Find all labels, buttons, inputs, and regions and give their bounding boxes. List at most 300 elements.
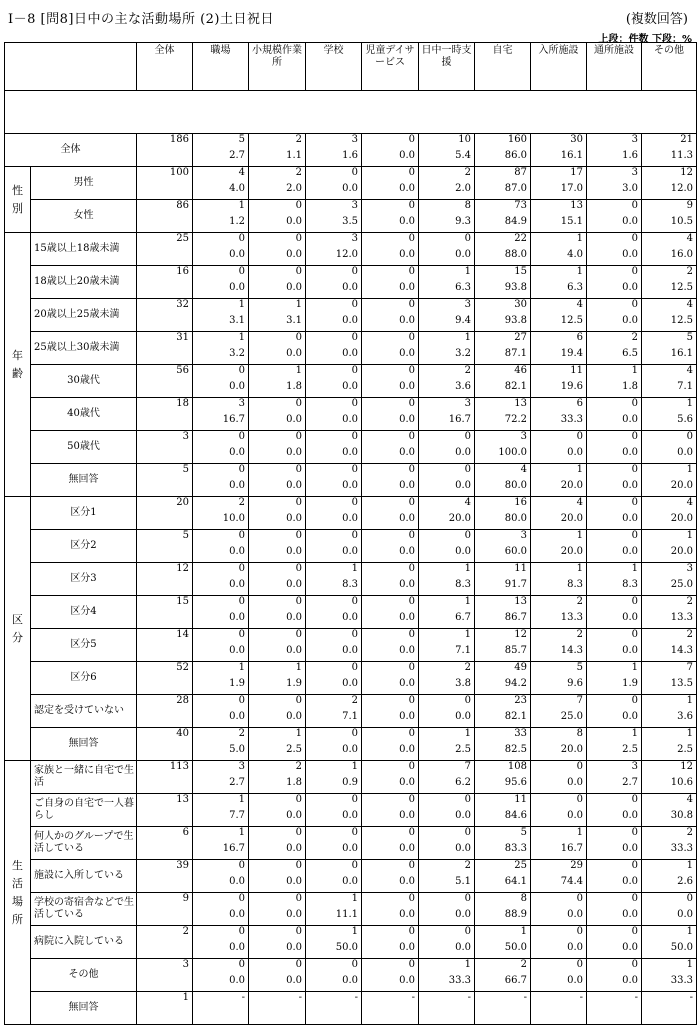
count-value: 0 — [238, 530, 245, 541]
count-value: 1 — [238, 200, 245, 211]
value-cell — [306, 596, 362, 629]
count-value: 0 — [631, 497, 638, 508]
count-value: 9 — [686, 200, 693, 211]
percent-value: 50.0 — [504, 942, 527, 953]
percent-value: 1.2 — [229, 216, 245, 227]
count-value: 0 — [631, 794, 638, 805]
value-cell — [587, 266, 642, 299]
count-value: 1 — [295, 728, 302, 739]
value-cell — [642, 167, 697, 200]
count-value: 8 — [576, 728, 583, 739]
percent-value: 66.7 — [504, 975, 527, 986]
count-value: 0 — [295, 629, 302, 640]
col-header: その他 — [642, 43, 697, 91]
percent-value: 0.0 — [399, 447, 415, 458]
count-value: 11 — [514, 794, 527, 805]
count-value: 4 — [686, 365, 693, 376]
count-value: 0 — [408, 662, 415, 673]
count-value: 1 — [686, 860, 693, 871]
percent-value: 1.8 — [622, 381, 638, 392]
percent-value: 0.0 — [342, 744, 358, 755]
total-count: 32 — [176, 299, 189, 310]
count-value: 4 — [464, 497, 471, 508]
count-value: 23 — [514, 695, 527, 706]
count-value: 0 — [295, 464, 302, 475]
percent-value: 0.0 — [286, 843, 302, 854]
value-cell — [475, 728, 531, 761]
count-value: 0 — [295, 695, 302, 706]
value-cell — [587, 959, 642, 992]
total-count: 39 — [176, 860, 189, 871]
count-value: 0 — [576, 893, 583, 904]
count-value: 0 — [238, 464, 245, 475]
value-cell — [249, 266, 306, 299]
count-value: 5 — [576, 662, 583, 673]
value-cell — [531, 365, 587, 398]
count-value: 25 — [514, 860, 527, 871]
header-row — [5, 43, 697, 91]
total-count: 40 — [176, 728, 189, 739]
total-count: 186 — [169, 134, 189, 145]
count-value: 1 — [686, 695, 693, 706]
value-cell — [419, 662, 475, 695]
value-cell — [193, 992, 249, 1025]
value-cell — [419, 959, 475, 992]
count-value: 1 — [686, 464, 693, 475]
table-row — [5, 629, 697, 662]
count-value: 0 — [408, 530, 415, 541]
col-header: 日中一時支援 — [419, 43, 475, 91]
percent-value: 0.0 — [399, 909, 415, 920]
count-value: 0 — [408, 827, 415, 838]
value-cell — [531, 695, 587, 728]
value-cell — [362, 200, 419, 233]
percent-value: 88.0 — [504, 249, 527, 260]
percent-value: 0.0 — [399, 678, 415, 689]
value-cell — [193, 464, 249, 497]
value-cell — [642, 563, 697, 596]
value-cell — [587, 728, 642, 761]
percent-value: 0.0 — [229, 381, 245, 392]
value-cell — [475, 167, 531, 200]
count-value: 0 — [295, 266, 302, 277]
count-value: 0 — [295, 431, 302, 442]
total-cell — [137, 926, 193, 959]
percent-value: 0.0 — [399, 975, 415, 986]
percent-value: 0.0 — [229, 975, 245, 986]
percent-value: 6.3 — [455, 282, 471, 293]
value-cell — [249, 794, 306, 827]
value-cell — [475, 827, 531, 860]
value-cell — [642, 233, 697, 266]
count-value: 0 — [631, 431, 638, 442]
row-label: 区分4 — [31, 596, 137, 629]
value-cell — [193, 167, 249, 200]
count-value: 1 — [686, 398, 693, 409]
percent-value: 0.0 — [229, 447, 245, 458]
row-label: 50歳代 — [31, 431, 137, 464]
percent-value: 12.0 — [670, 183, 693, 194]
count-value: - — [523, 992, 527, 1003]
percent-value: 20.0 — [560, 480, 583, 491]
count-value: 0 — [408, 695, 415, 706]
value-cell — [249, 167, 306, 200]
count-value: 0 — [408, 134, 415, 145]
percent-value: 82.1 — [504, 381, 527, 392]
percent-value: 0.0 — [455, 810, 471, 821]
value-cell — [642, 398, 697, 431]
count-value: 0 — [238, 860, 245, 871]
value-cell — [642, 629, 697, 662]
count-value: 0 — [631, 233, 638, 244]
count-value: - — [689, 992, 693, 1003]
count-value: 12 — [514, 629, 527, 640]
percent-value: 72.2 — [504, 414, 527, 425]
count-value: 33 — [514, 728, 527, 739]
total-cell — [137, 794, 193, 827]
percent-value: 11.3 — [670, 150, 693, 161]
count-value: - — [241, 992, 245, 1003]
percent-value: 1.6 — [622, 150, 638, 161]
percent-value: 0.0 — [229, 909, 245, 920]
count-value: 0 — [631, 398, 638, 409]
count-value: 0 — [631, 596, 638, 607]
percent-value: 0.0 — [399, 711, 415, 722]
percent-value: 0.0 — [399, 183, 415, 194]
count-value: 1 — [464, 266, 471, 277]
percent-value: 30.8 — [670, 810, 693, 821]
group-label: 性別 — [5, 167, 31, 233]
percent-value: 84.9 — [504, 216, 527, 227]
row-label: 無回答 — [31, 728, 137, 761]
value-cell — [419, 464, 475, 497]
table-row — [5, 134, 697, 167]
row-label: 女性 — [31, 200, 137, 233]
percent-value: 0.0 — [229, 876, 245, 887]
percent-value: 0.0 — [399, 579, 415, 590]
total-cell — [137, 464, 193, 497]
value-cell — [249, 893, 306, 926]
count-value: 2 — [686, 266, 693, 277]
value-cell — [531, 299, 587, 332]
value-cell — [193, 662, 249, 695]
count-value: 2 — [686, 629, 693, 640]
value-cell — [362, 563, 419, 596]
count-value: 1 — [576, 563, 583, 574]
percent-value: 0.0 — [567, 777, 583, 788]
count-value: 12 — [680, 761, 693, 772]
table-row — [5, 860, 697, 893]
count-value: 1 — [464, 959, 471, 970]
col-header: 全体 — [137, 43, 193, 91]
value-cell — [531, 893, 587, 926]
value-cell — [419, 200, 475, 233]
percent-value: 0.0 — [622, 909, 638, 920]
total-cell — [137, 728, 193, 761]
percent-value: 1.9 — [622, 678, 638, 689]
count-value: 7 — [686, 662, 693, 673]
percent-value: 0.0 — [286, 480, 302, 491]
value-cell — [531, 332, 587, 365]
percent-value: 7.1 — [342, 711, 358, 722]
count-value: 0 — [238, 266, 245, 277]
count-value: 1 — [686, 728, 693, 739]
percent-value: 0.0 — [455, 480, 471, 491]
table-row — [5, 893, 697, 926]
count-value: 1 — [295, 662, 302, 673]
percent-value: 1.9 — [286, 678, 302, 689]
count-value: 0 — [295, 497, 302, 508]
percent-value: 33.3 — [560, 414, 583, 425]
percent-value: 2.0 — [286, 183, 302, 194]
percent-value: 16.7 — [222, 414, 245, 425]
percent-value: 4.0 — [567, 249, 583, 260]
row-label: 20歳以上25歳未満 — [31, 299, 137, 332]
percent-value: 2.5 — [286, 744, 302, 755]
percent-value: 60.0 — [504, 546, 527, 557]
total-count: 15 — [176, 596, 189, 607]
total-cell — [137, 629, 193, 662]
table-row — [5, 530, 697, 563]
value-cell — [475, 233, 531, 266]
count-value: 1 — [295, 365, 302, 376]
count-value: 2 — [576, 596, 583, 607]
total-cell — [137, 200, 193, 233]
value-cell — [249, 926, 306, 959]
group-label: 生活場所 — [5, 761, 31, 1025]
percent-value: 20.0 — [448, 513, 471, 524]
percent-value: 6.3 — [567, 282, 583, 293]
count-value: 2 — [464, 167, 471, 178]
percent-value: 3.8 — [455, 678, 471, 689]
percent-value: 0.0 — [622, 249, 638, 260]
count-value: 0 — [351, 530, 358, 541]
percent-value: 5.0 — [229, 744, 245, 755]
count-value: 0 — [351, 596, 358, 607]
col-header: 入所施設 — [531, 43, 587, 91]
value-cell — [362, 959, 419, 992]
percent-value: 12.5 — [670, 315, 693, 326]
count-value: 0 — [295, 860, 302, 871]
percent-value: 3.2 — [229, 348, 245, 359]
count-value: 0 — [238, 629, 245, 640]
percent-value: 0.0 — [399, 744, 415, 755]
percent-value: 0.0 — [455, 447, 471, 458]
count-value: 2 — [631, 332, 638, 343]
total-count: 3 — [182, 959, 189, 970]
value-cell — [306, 398, 362, 431]
percent-value: 0.0 — [342, 843, 358, 854]
value-cell — [419, 794, 475, 827]
count-value: 1 — [576, 233, 583, 244]
value-cell — [475, 695, 531, 728]
value-cell — [193, 563, 249, 596]
percent-value: 8.3 — [567, 579, 583, 590]
group-label: 区分 — [5, 497, 31, 761]
percent-value: 0.0 — [622, 711, 638, 722]
value-cell — [193, 398, 249, 431]
percent-value: 16.1 — [670, 348, 693, 359]
percent-value: 3.1 — [286, 315, 302, 326]
value-cell — [249, 728, 306, 761]
percent-value: 16.0 — [670, 249, 693, 260]
value-cell — [475, 893, 531, 926]
percent-value: 0.0 — [342, 876, 358, 887]
count-value: 0 — [295, 893, 302, 904]
count-value: 3 — [464, 299, 471, 310]
value-cell — [362, 794, 419, 827]
percent-value: 0.0 — [286, 975, 302, 986]
count-value: 3 — [520, 431, 527, 442]
row-label: ご自身の自宅で一人暮らし — [31, 794, 137, 827]
percent-value: 0.0 — [229, 579, 245, 590]
count-value: 1 — [576, 530, 583, 541]
table-row — [5, 332, 697, 365]
count-value: 0 — [351, 827, 358, 838]
value-cell — [419, 761, 475, 794]
value-cell — [193, 530, 249, 563]
percent-value: 0.0 — [286, 282, 302, 293]
count-value: 0 — [351, 365, 358, 376]
value-cell — [531, 167, 587, 200]
value-cell — [362, 431, 419, 464]
value-cell — [587, 464, 642, 497]
percent-value: 0.0 — [399, 843, 415, 854]
percent-value: 33.3 — [448, 975, 471, 986]
value-cell — [419, 728, 475, 761]
count-value: 0 — [238, 563, 245, 574]
value-cell — [419, 629, 475, 662]
percent-value: 2.6 — [677, 876, 693, 887]
percent-value: 0.0 — [399, 942, 415, 953]
percent-value: 0.0 — [622, 216, 638, 227]
value-cell — [193, 332, 249, 365]
value-cell — [531, 860, 587, 893]
count-value: 0 — [464, 794, 471, 805]
count-value: 4 — [686, 233, 693, 244]
row-label: 何人かのグループで生活している — [31, 827, 137, 860]
percent-value: 6.2 — [455, 777, 471, 788]
value-cell — [531, 959, 587, 992]
value-cell — [531, 530, 587, 563]
percent-value: 3.1 — [229, 315, 245, 326]
value-cell — [475, 134, 531, 167]
row-label: その他 — [31, 959, 137, 992]
percent-value: 0.0 — [567, 975, 583, 986]
value-cell — [193, 497, 249, 530]
page-title: Ⅰ－8 [問8]日中の主な活動場所 (2)土日祝日 — [8, 12, 275, 27]
value-cell — [193, 629, 249, 662]
count-value: 1 — [686, 959, 693, 970]
value-cell — [362, 662, 419, 695]
percent-value: 0.0 — [286, 909, 302, 920]
count-value: 0 — [351, 398, 358, 409]
value-cell — [642, 530, 697, 563]
count-value: 0 — [238, 959, 245, 970]
table-row — [5, 695, 697, 728]
count-value: 3 — [238, 398, 245, 409]
count-value: 1 — [464, 332, 471, 343]
value-cell — [249, 398, 306, 431]
value-cell — [642, 200, 697, 233]
count-value: 0 — [408, 431, 415, 442]
total-cell — [137, 431, 193, 464]
value-cell — [642, 695, 697, 728]
count-value: 73 — [514, 200, 527, 211]
count-value: 0 — [631, 629, 638, 640]
count-value: 29 — [570, 860, 583, 871]
value-cell — [587, 926, 642, 959]
count-value: 0 — [576, 794, 583, 805]
value-cell — [419, 860, 475, 893]
percent-value: 50.0 — [335, 942, 358, 953]
value-cell — [642, 365, 697, 398]
count-value: 11 — [570, 365, 583, 376]
percent-value: 0.0 — [622, 282, 638, 293]
percent-value: 0.0 — [342, 678, 358, 689]
total-cell — [137, 893, 193, 926]
percent-value: 0.0 — [455, 942, 471, 953]
count-value: 1 — [520, 926, 527, 937]
count-value: 2 — [464, 662, 471, 673]
value-cell — [587, 233, 642, 266]
percent-value: 0.0 — [286, 414, 302, 425]
total-cell — [137, 992, 193, 1025]
percent-value: 0.0 — [286, 645, 302, 656]
percent-value: 8.3 — [455, 579, 471, 590]
value-cell — [306, 926, 362, 959]
percent-value: 85.7 — [504, 645, 527, 656]
percent-value: 1.6 — [342, 150, 358, 161]
percent-value: 0.0 — [455, 711, 471, 722]
percent-value: 86.0 — [504, 150, 527, 161]
value-cell — [419, 134, 475, 167]
count-value: 15 — [514, 266, 527, 277]
value-cell — [249, 497, 306, 530]
value-cell — [419, 365, 475, 398]
count-value: 5 — [520, 827, 527, 838]
corner-cell — [5, 43, 137, 91]
value-cell — [531, 431, 587, 464]
percent-value: 17.0 — [560, 183, 583, 194]
percent-value: 2.7 — [622, 777, 638, 788]
total-count: 113 — [169, 761, 189, 772]
value-cell — [249, 662, 306, 695]
percent-value: 87.1 — [504, 348, 527, 359]
total-count: 6 — [182, 827, 189, 838]
percent-value: 0.0 — [342, 513, 358, 524]
percent-value: 0.0 — [622, 876, 638, 887]
count-value: 1 — [351, 563, 358, 574]
percent-value: 2.7 — [229, 150, 245, 161]
percent-value: 0.0 — [229, 942, 245, 953]
total-count: 18 — [176, 398, 189, 409]
count-value: 30 — [514, 299, 527, 310]
count-value: 0 — [408, 497, 415, 508]
count-value: 2 — [576, 629, 583, 640]
value-cell — [642, 332, 697, 365]
value-cell — [475, 530, 531, 563]
value-cell — [587, 662, 642, 695]
count-value: 0 — [238, 926, 245, 937]
value-cell — [306, 134, 362, 167]
percent-value: 0.0 — [622, 513, 638, 524]
count-value: 1 — [238, 794, 245, 805]
total-count: 13 — [176, 794, 189, 805]
value-cell — [587, 530, 642, 563]
value-cell — [531, 827, 587, 860]
value-cell — [475, 266, 531, 299]
